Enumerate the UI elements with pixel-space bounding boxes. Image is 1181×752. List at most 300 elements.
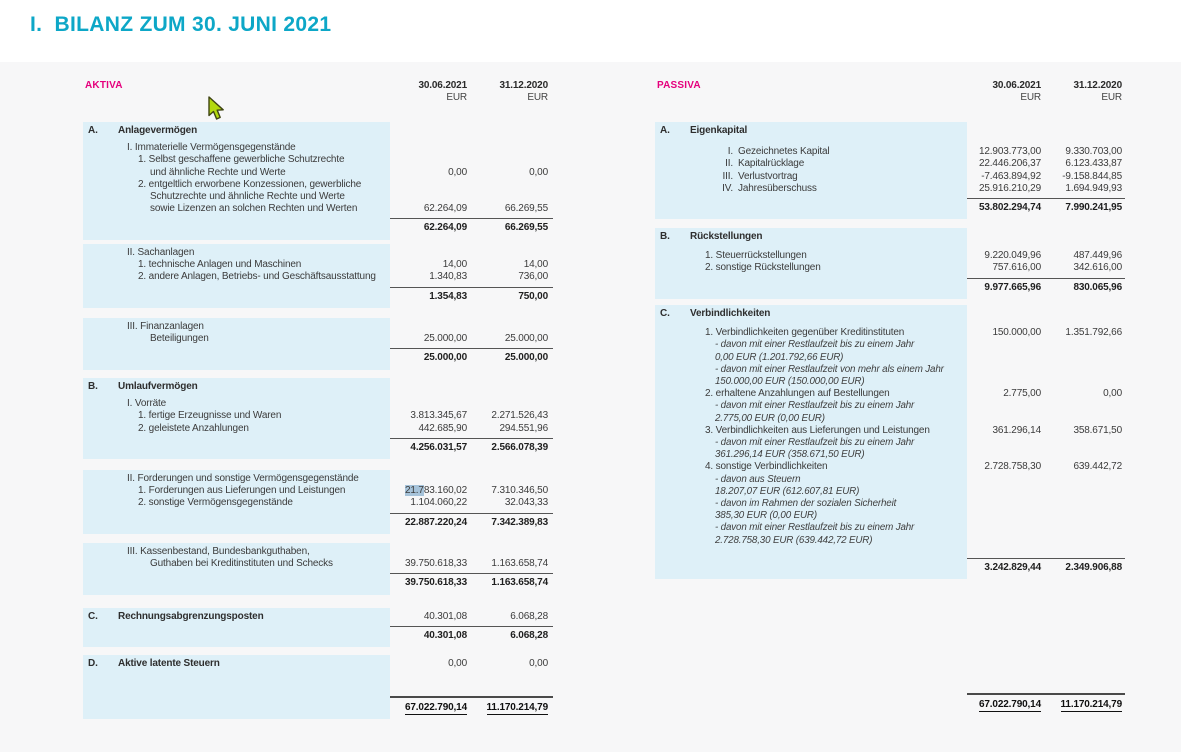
subtotal-row [83, 215, 553, 234]
label-cell: I. Gezeichnetes Kapital [655, 146, 967, 158]
total-underlined-number: 67.022.790,14 [404, 702, 467, 714]
section-letter: A. [660, 125, 670, 136]
value-31-12-2020 [474, 154, 553, 166]
item-row [83, 154, 553, 166]
value-30-06-2021: 3.242.829,44 [967, 558, 1043, 574]
value-30-06-2021 [390, 546, 474, 558]
value-31-12-2020: 1.163.658,74 [491, 558, 548, 570]
value-31-12-2020 [474, 247, 553, 259]
label-cell: 1. Steuerrückstellungen [705, 250, 807, 262]
label-cell: 2.728.758,30 EUR (639.442,72 EUR) [715, 534, 873, 546]
value-30-06-2021: 9.977.665,96 [967, 278, 1043, 294]
unit-col-1: EUR [446, 92, 467, 104]
subtotal-row [83, 623, 553, 642]
value-30-06-2021: 0,00 [448, 166, 467, 178]
label-cell [655, 555, 967, 574]
total-underlined-number: 11.170.214,79 [1060, 699, 1122, 710]
label-cell [83, 125, 390, 137]
spacer-cell [83, 92, 390, 104]
mouse-cursor-icon [207, 96, 226, 122]
statement-block [83, 318, 553, 370]
value-30-06-2021: 757.616,00 [992, 262, 1041, 274]
value-31-12-2020: 66.269,55 [504, 203, 548, 215]
value-31-12-2020 [474, 179, 553, 191]
item-row [83, 271, 553, 283]
spacer [655, 243, 1125, 250]
date-col-2: 31.12.2020 [499, 80, 548, 91]
label-cell: 1. technische Anlagen und Maschinen [138, 259, 302, 271]
item-row [655, 327, 1125, 339]
section-label: Anlagevermögen [118, 125, 198, 136]
label-cell: 0,00 EUR (1.201.792,66 EUR) [715, 351, 844, 363]
note-row [655, 498, 1125, 510]
label-cell: II. Forderungen und sonstige Vermögensgegenstände [127, 473, 359, 484]
value-30-06-2021 [390, 696, 474, 714]
value-30-06-2021 [390, 179, 474, 191]
label-cell: 1. Verbindlichkeiten gegenüber Kreditinstituten [705, 327, 905, 339]
value-31-12-2020: 0,00 [529, 658, 548, 669]
value-30-06-2021 [390, 154, 474, 166]
value-30-06-2021 [390, 142, 474, 154]
roman-numeral: II. [725, 158, 733, 170]
label-cell: 3. Verbindlichkeiten aus Lieferungen und Leistungen [705, 424, 930, 436]
item-row [83, 333, 553, 345]
side-heading: AKTIVA [85, 80, 123, 91]
value-31-12-2020 [1043, 522, 1125, 534]
value-30-06-2021: 0,00 [448, 658, 467, 669]
section-row [83, 381, 553, 393]
label-cell [83, 510, 390, 529]
label-cell: 1. Forderungen aus Lieferungen und Leistungen [138, 485, 346, 497]
note-row [655, 474, 1125, 486]
value-31-12-2020 [1043, 231, 1125, 243]
label-cell [655, 125, 967, 137]
total-row [83, 694, 553, 714]
value-30-06-2021 [967, 400, 1043, 412]
label-cell: 361.296,14 EUR (358.671,50 EUR) [715, 449, 865, 461]
value-30-06-2021 [390, 125, 474, 137]
value-30-06-2021: 1.104.060,22 [410, 497, 467, 509]
value-31-12-2020 [474, 125, 553, 137]
note-row [655, 352, 1125, 364]
section-row [655, 125, 1125, 137]
item-row [655, 183, 1125, 195]
value-31-12-2020 [1043, 693, 1125, 711]
label-cell: 150.000,00 EUR (150.000,00 EUR) [715, 376, 865, 388]
subtotal-row [655, 195, 1125, 214]
value-31-12-2020: 6.068,28 [474, 626, 553, 642]
label-cell: 18.207,07 EUR (612.607,81 EUR) [715, 485, 860, 497]
item-row [655, 250, 1125, 262]
item-row [83, 473, 553, 485]
value-30-06-2021: 2.728.758,30 [984, 461, 1041, 473]
value-30-06-2021 [390, 191, 474, 203]
total-underlined-number: 67.022.790,14 [978, 699, 1041, 710]
item-row [655, 146, 1125, 158]
label-cell: - davon aus Steuern [715, 473, 801, 485]
subtotal-row [83, 435, 553, 454]
value-30-06-2021 [967, 449, 1043, 461]
section-row [655, 231, 1125, 243]
section-label: Rechnungsabgrenzungsposten [118, 611, 264, 622]
section-label: Eigenkapital [690, 125, 748, 136]
label-cell: III. Kassenbestand, Bundesbankguthaben, [127, 546, 310, 557]
item-row [83, 142, 553, 154]
unit-col-2: EUR [527, 92, 548, 104]
value-30-06-2021: 53.802.294,74 [967, 198, 1043, 214]
note-row [655, 486, 1125, 498]
label-cell: 2. entgeltlich erworbene Konzessionen, gewerbliche [138, 178, 362, 190]
section-row [83, 611, 553, 623]
value-31-12-2020: 2.349.906,88 [1043, 558, 1125, 574]
column-header [655, 80, 1125, 104]
value-31-12-2020: 358.671,50 [1073, 424, 1122, 436]
value-30-06-2021: 1.354,83 [390, 287, 474, 303]
unit-col-2: EUR [1101, 92, 1122, 104]
value-30-06-2021: 25.916.210,29 [978, 182, 1041, 194]
header-row [655, 80, 1125, 92]
date-col-2: 31.12.2020 [1073, 80, 1122, 91]
label-cell [83, 611, 390, 623]
value-30-06-2021 [967, 535, 1043, 547]
value-30-06-2021: 12.903.773,00 [978, 146, 1041, 158]
statement-block [83, 244, 553, 308]
label-cell: 1. Selbst geschaffene gewerbliche Schutzrechte [138, 154, 345, 166]
value-31-12-2020: -9.158.844,85 [1062, 170, 1122, 182]
value-30-06-2021: 62.264,09 [423, 203, 467, 215]
label-cell: Schutzrechte und ähnliche Rechte und Werte [150, 191, 345, 203]
item-row [83, 259, 553, 271]
label-cell [655, 231, 967, 243]
value-31-12-2020 [1043, 125, 1125, 137]
statement-block [655, 122, 1125, 219]
subtotal-row [655, 555, 1125, 574]
section-letter: C. [88, 611, 98, 622]
label-cell: III. Verlustvortrag [655, 171, 967, 183]
item-row [83, 179, 553, 191]
value-31-12-2020: 7.342.389,83 [474, 513, 553, 529]
item-row [83, 423, 553, 435]
section-label: Umlaufvermögen [118, 381, 198, 392]
label-cell [655, 691, 967, 711]
value-30-06-2021: 9.220.049,96 [984, 250, 1041, 262]
value-31-12-2020 [1043, 352, 1125, 364]
value-31-12-2020: 66.269,55 [474, 218, 553, 234]
label-cell: 2. geleistete Anzahlungen [138, 422, 249, 434]
label-cell [83, 345, 390, 364]
value-31-12-2020 [474, 398, 553, 410]
value-30-06-2021: 2.775,00 [1003, 388, 1041, 400]
section-label: Verbindlichkeiten [690, 308, 771, 319]
value-30-06-2021: 22.446.206,37 [978, 158, 1041, 170]
value-31-12-2020 [474, 142, 553, 154]
section-label: Rückstellungen [690, 231, 763, 242]
value-30-06-2021: 14,00 [442, 259, 467, 271]
note-row [655, 400, 1125, 412]
value-30-06-2021 [390, 381, 474, 393]
section-letter: B. [660, 231, 670, 242]
value-31-12-2020 [1043, 308, 1125, 320]
value-30-06-2021 [390, 398, 474, 410]
note-row [655, 376, 1125, 388]
value-30-06-2021: 40.301,08 [390, 626, 474, 642]
value-30-06-2021 [967, 125, 1043, 137]
statement-block [83, 122, 553, 240]
note-row [655, 522, 1125, 534]
section-row [83, 658, 553, 670]
label-cell: II. Sachanlagen [127, 247, 195, 258]
value-30-06-2021 [967, 693, 1043, 711]
label-cell [83, 570, 390, 589]
value-30-06-2021 [967, 364, 1043, 376]
text-selection-highlight: 21.7 [404, 485, 424, 497]
subtotal-row [83, 284, 553, 303]
label-cell: I. Immaterielle Vermögensgegenstände [127, 142, 296, 154]
value-30-06-2021 [967, 231, 1043, 243]
roman-numeral: IV. [722, 182, 733, 194]
label-cell [83, 694, 390, 714]
label-cell [83, 381, 390, 393]
value-30-06-2021 [390, 473, 474, 485]
value-30-06-2021 [967, 486, 1043, 498]
value-31-12-2020 [474, 473, 553, 485]
item-row [83, 546, 553, 558]
value-31-12-2020 [1043, 535, 1125, 547]
value-31-12-2020: 342.616,00 [1073, 262, 1122, 274]
item-row [83, 558, 553, 570]
value-30-06-2021: 4.256.031,57 [390, 438, 474, 454]
value-30-06-2021 [967, 339, 1043, 351]
item-row [655, 425, 1125, 437]
value-30-06-2021: 150.000,00 [992, 327, 1041, 339]
value-30-06-2021: -7.463.894,92 [981, 170, 1041, 182]
total-row [655, 691, 1125, 711]
value-31-12-2020 [1043, 498, 1125, 510]
value-31-12-2020: 2.566.078,39 [474, 438, 553, 454]
unit-row [83, 92, 553, 104]
note-row [655, 449, 1125, 461]
value-31-12-2020: 0,00 [1103, 388, 1122, 400]
spacer [83, 670, 553, 694]
value-30-06-2021 [967, 474, 1043, 486]
statement-block [83, 608, 553, 647]
label-cell: 4. sonstige Verbindlichkeiten [705, 461, 828, 473]
value-30-06-2021: 25.000,00 [423, 333, 467, 345]
label-cell [655, 195, 967, 214]
item-row [83, 191, 553, 203]
value-31-12-2020 [1043, 449, 1125, 461]
note-row [655, 339, 1125, 351]
label-cell: 2. andere Anlagen, Betriebs- und Geschäftsausstattung [138, 271, 376, 283]
label-cell [83, 623, 390, 642]
item-row [83, 410, 553, 422]
value-30-06-2021[interactable]: 21.783.160,02 [404, 485, 467, 497]
value-31-12-2020: 7.990.241,95 [1043, 198, 1125, 214]
value-31-12-2020 [474, 696, 553, 714]
page-title: I. BILANZ ZUM 30. JUNI 2021 [30, 13, 332, 36]
label-cell: 2. erhaltene Anzahlungen auf Bestellungen [705, 388, 890, 400]
value-31-12-2020: 830.065,96 [1043, 278, 1125, 294]
statement-block [83, 470, 553, 534]
unit-col-1: EUR [1020, 92, 1041, 104]
value-30-06-2021: 361.296,14 [992, 424, 1041, 436]
item-row [655, 158, 1125, 170]
item-row [655, 461, 1125, 473]
statement-block [83, 378, 553, 459]
item-row [655, 262, 1125, 274]
item-row [83, 398, 553, 410]
side-heading: PASSIVA [657, 80, 701, 91]
value-30-06-2021: 39.750.618,33 [404, 558, 467, 570]
roman-numeral: III. [722, 170, 733, 182]
value-30-06-2021 [390, 321, 474, 333]
section-row [83, 125, 553, 137]
value-31-12-2020: 6.123.433,87 [1065, 158, 1122, 170]
subtotal-row [83, 345, 553, 364]
label-cell: I. Vorräte [127, 398, 167, 410]
value-31-12-2020: 750,00 [474, 287, 553, 303]
value-30-06-2021: 1.340,83 [429, 271, 467, 283]
value-31-12-2020 [474, 381, 553, 393]
value-30-06-2021 [967, 352, 1043, 364]
value-31-12-2020: 14,00 [523, 259, 548, 271]
value-31-12-2020: 25.000,00 [474, 348, 553, 364]
label-cell: - davon mit einer Restlaufzeit bis zu einem Jahr [715, 400, 915, 412]
section-letter: B. [88, 381, 98, 392]
label-cell: 1. fertige Erzeugnisse und Waren [138, 410, 282, 422]
label-cell: - davon im Rahmen der sozialen Sicherheit [715, 498, 897, 510]
value-31-12-2020: 1.351.792,66 [1065, 327, 1122, 339]
label-cell [83, 284, 390, 303]
value-31-12-2020 [1043, 376, 1125, 388]
value-31-12-2020 [1043, 510, 1125, 522]
note-row [655, 535, 1125, 547]
item-row [83, 321, 553, 333]
value-30-06-2021: 22.887.220,24 [390, 513, 474, 529]
statement-block [83, 655, 553, 719]
note-row [655, 413, 1125, 425]
value-30-06-2021 [967, 498, 1043, 510]
label-cell: II. Kapitalrücklage [655, 158, 967, 170]
section-label: Aktive latente Steuern [118, 658, 220, 669]
statement-block [83, 543, 553, 595]
label-cell: und ähnliche Rechte und Werte [150, 166, 286, 178]
value-30-06-2021 [967, 308, 1043, 320]
section-letter: A. [88, 125, 98, 136]
label-cell: 2. sonstige Vermögensgegenstände [138, 497, 293, 509]
date-col-1: 30.06.2021 [992, 80, 1041, 91]
value-31-12-2020: 2.271.526,43 [491, 410, 548, 422]
value-30-06-2021: 442.685,90 [418, 422, 467, 434]
item-row [655, 388, 1125, 400]
label-cell [83, 658, 390, 670]
value-31-12-2020 [1043, 474, 1125, 486]
item-row [83, 485, 553, 497]
statement-block [655, 691, 1125, 711]
value-30-06-2021 [967, 413, 1043, 425]
value-31-12-2020: 25.000,00 [504, 333, 548, 345]
value-31-12-2020: 487.449,96 [1073, 250, 1122, 262]
value-31-12-2020: 9.330.703,00 [1065, 146, 1122, 158]
unit-row [655, 92, 1125, 104]
label-cell [655, 308, 967, 320]
value-31-12-2020: 0,00 [529, 166, 548, 178]
label-cell [83, 435, 390, 454]
label-cell: - davon mit einer Restlaufzeit bis zu einem Jahr [715, 437, 915, 449]
label-cell: - davon mit einer Restlaufzeit von mehr als einem Jahr [715, 363, 944, 375]
item-row [83, 167, 553, 179]
spacer [655, 547, 1125, 555]
value-31-12-2020 [1043, 400, 1125, 412]
value-31-12-2020: 32.043,33 [504, 497, 548, 509]
label-cell: sowie Lizenzen an solchen Rechten und Werten [150, 203, 358, 215]
label-cell: 2.775,00 EUR (0,00 EUR) [715, 412, 825, 424]
value-30-06-2021: 62.264,09 [390, 218, 474, 234]
label-cell: Guthaben bei Kreditinstituten und Schecks [150, 558, 333, 570]
total-underlined-number: 11.170.214,79 [486, 702, 548, 714]
subtotal-row [83, 510, 553, 529]
value-31-12-2020 [474, 321, 553, 333]
label-cell [655, 275, 967, 294]
value-31-12-2020: 1.694.949,93 [1065, 182, 1122, 194]
value-30-06-2021 [967, 522, 1043, 534]
section-letter: D. [88, 658, 98, 669]
value-31-12-2020 [474, 546, 553, 558]
value-30-06-2021 [390, 247, 474, 259]
value-30-06-2021: 40.301,08 [423, 611, 467, 622]
item-row [83, 497, 553, 509]
value-30-06-2021 [967, 437, 1043, 449]
label-cell: IV. Jahresüberschuss [655, 183, 967, 195]
value-31-12-2020 [1043, 413, 1125, 425]
note-row [655, 364, 1125, 376]
value-30-06-2021: 25.000,00 [390, 348, 474, 364]
roman-numeral: I. [727, 146, 733, 158]
spacer [655, 320, 1125, 327]
subtotal-row [655, 275, 1125, 294]
section-row [655, 308, 1125, 320]
value-31-12-2020 [1043, 364, 1125, 376]
value-31-12-2020 [1043, 486, 1125, 498]
column-header [83, 80, 553, 104]
value-31-12-2020: 1.163.658,74 [474, 573, 553, 589]
value-31-12-2020: 7.310.346,50 [491, 485, 548, 497]
label-cell: - davon mit einer Restlaufzeit bis zu einem Jahr [715, 522, 915, 534]
label-cell: Beteiligungen [150, 333, 209, 345]
value-31-12-2020 [1043, 339, 1125, 351]
label-cell: 2. sonstige Rückstellungen [705, 262, 821, 274]
label-cell: - davon mit einer Restlaufzeit bis zu einem Jahr [715, 339, 915, 351]
value-31-12-2020 [1043, 437, 1125, 449]
label-cell: 385,30 EUR (0,00 EUR) [715, 510, 817, 522]
label-cell [83, 215, 390, 234]
item-row [83, 247, 553, 259]
header-row [83, 80, 553, 92]
value-31-12-2020: 639.442,72 [1073, 461, 1122, 473]
spacer [655, 137, 1125, 146]
value-31-12-2020: 294.551,96 [499, 422, 548, 434]
spacer-cell [655, 92, 967, 104]
label-cell: III. Finanzanlagen [127, 321, 204, 332]
value-31-12-2020 [474, 191, 553, 203]
date-col-1: 30.06.2021 [418, 80, 467, 91]
value-30-06-2021: 3.813.345,67 [410, 410, 467, 422]
statement-block [655, 228, 1125, 299]
value-31-12-2020: 6.068,28 [510, 611, 548, 622]
value-30-06-2021 [967, 376, 1043, 388]
item-row [655, 171, 1125, 183]
note-row [655, 437, 1125, 449]
